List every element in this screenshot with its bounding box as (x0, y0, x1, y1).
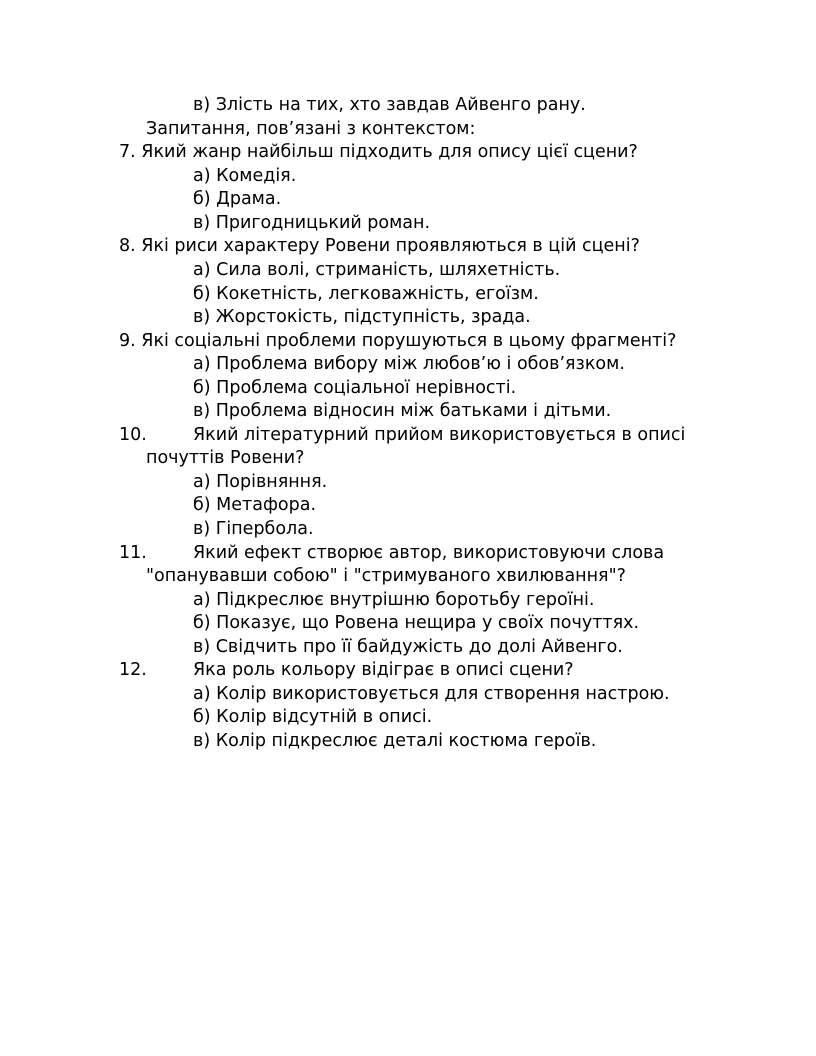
question-number: 10. (119, 425, 147, 445)
option: в) Жорстокість, підступність, зрада. (193, 307, 531, 327)
option: в) Свідчить про її байдужість до долі Айвенго. (193, 637, 623, 657)
option: б) Колір відсутній в описі. (193, 707, 433, 727)
question-text: Які соціальні проблеми порушуються в цьому фрагменті? (141, 331, 677, 351)
option: а) Сила волі, стриманість, шляхетність. (193, 260, 561, 280)
question-text-continuation: "опанувавши собою" і "стримуваного хвилювання"? (146, 566, 626, 586)
question-text: Які риси характеру Ровени проявляються в цій сцені? (141, 236, 640, 256)
question-number: 11. (119, 543, 147, 563)
option: б) Проблема соціальної нерівності. (193, 378, 517, 398)
question-text: Який жанр найбільш підходить для опису цієї сцени? (141, 142, 638, 162)
option: б) Кокетність, легковажність, егоїзм. (193, 284, 539, 304)
option: б) Драма. (193, 189, 282, 209)
option: б) Метафора. (193, 495, 317, 515)
question-text: Який ефект створює автор, використовуючи слова (193, 543, 665, 563)
question-number: 9. (119, 331, 136, 351)
option: а) Проблема вибору між любов’ю і обов’язком. (193, 354, 625, 374)
option: б) Показує, що Ровена нещира у своїх почуттях. (193, 613, 640, 633)
option: в) Гіпербола. (193, 519, 314, 539)
option: в) Пригодницький роман. (193, 213, 431, 233)
question-text: Який літературний прийом використовується в описі (193, 425, 686, 445)
option: а) Комедія. (193, 166, 297, 186)
question-number: 8. (119, 236, 136, 256)
question-number: 7. (119, 142, 136, 162)
question-number: 12. (119, 660, 147, 680)
question-text-continuation: почуттів Ровени? (146, 448, 305, 468)
option: в) Проблема відносин між батьками і дітьми. (193, 401, 612, 421)
option: а) Порівняння. (193, 472, 328, 492)
intro-option: в) Злість на тих, хто завдав Айвенго рану. (193, 95, 586, 115)
question-text: Яка роль кольору відіграє в описі сцени? (193, 660, 574, 680)
question-9 (119, 330, 676, 354)
question-8 (119, 235, 640, 259)
option: в) Колір підкреслює деталі костюма героїв. (193, 731, 597, 751)
section-heading: Запитання, пов’язані з контекстом: (146, 119, 476, 139)
option: а) Підкреслює внутрішню боротьбу героїні. (193, 590, 595, 610)
option: а) Колір використовується для створення настрою. (193, 684, 670, 704)
question-7 (119, 141, 638, 165)
